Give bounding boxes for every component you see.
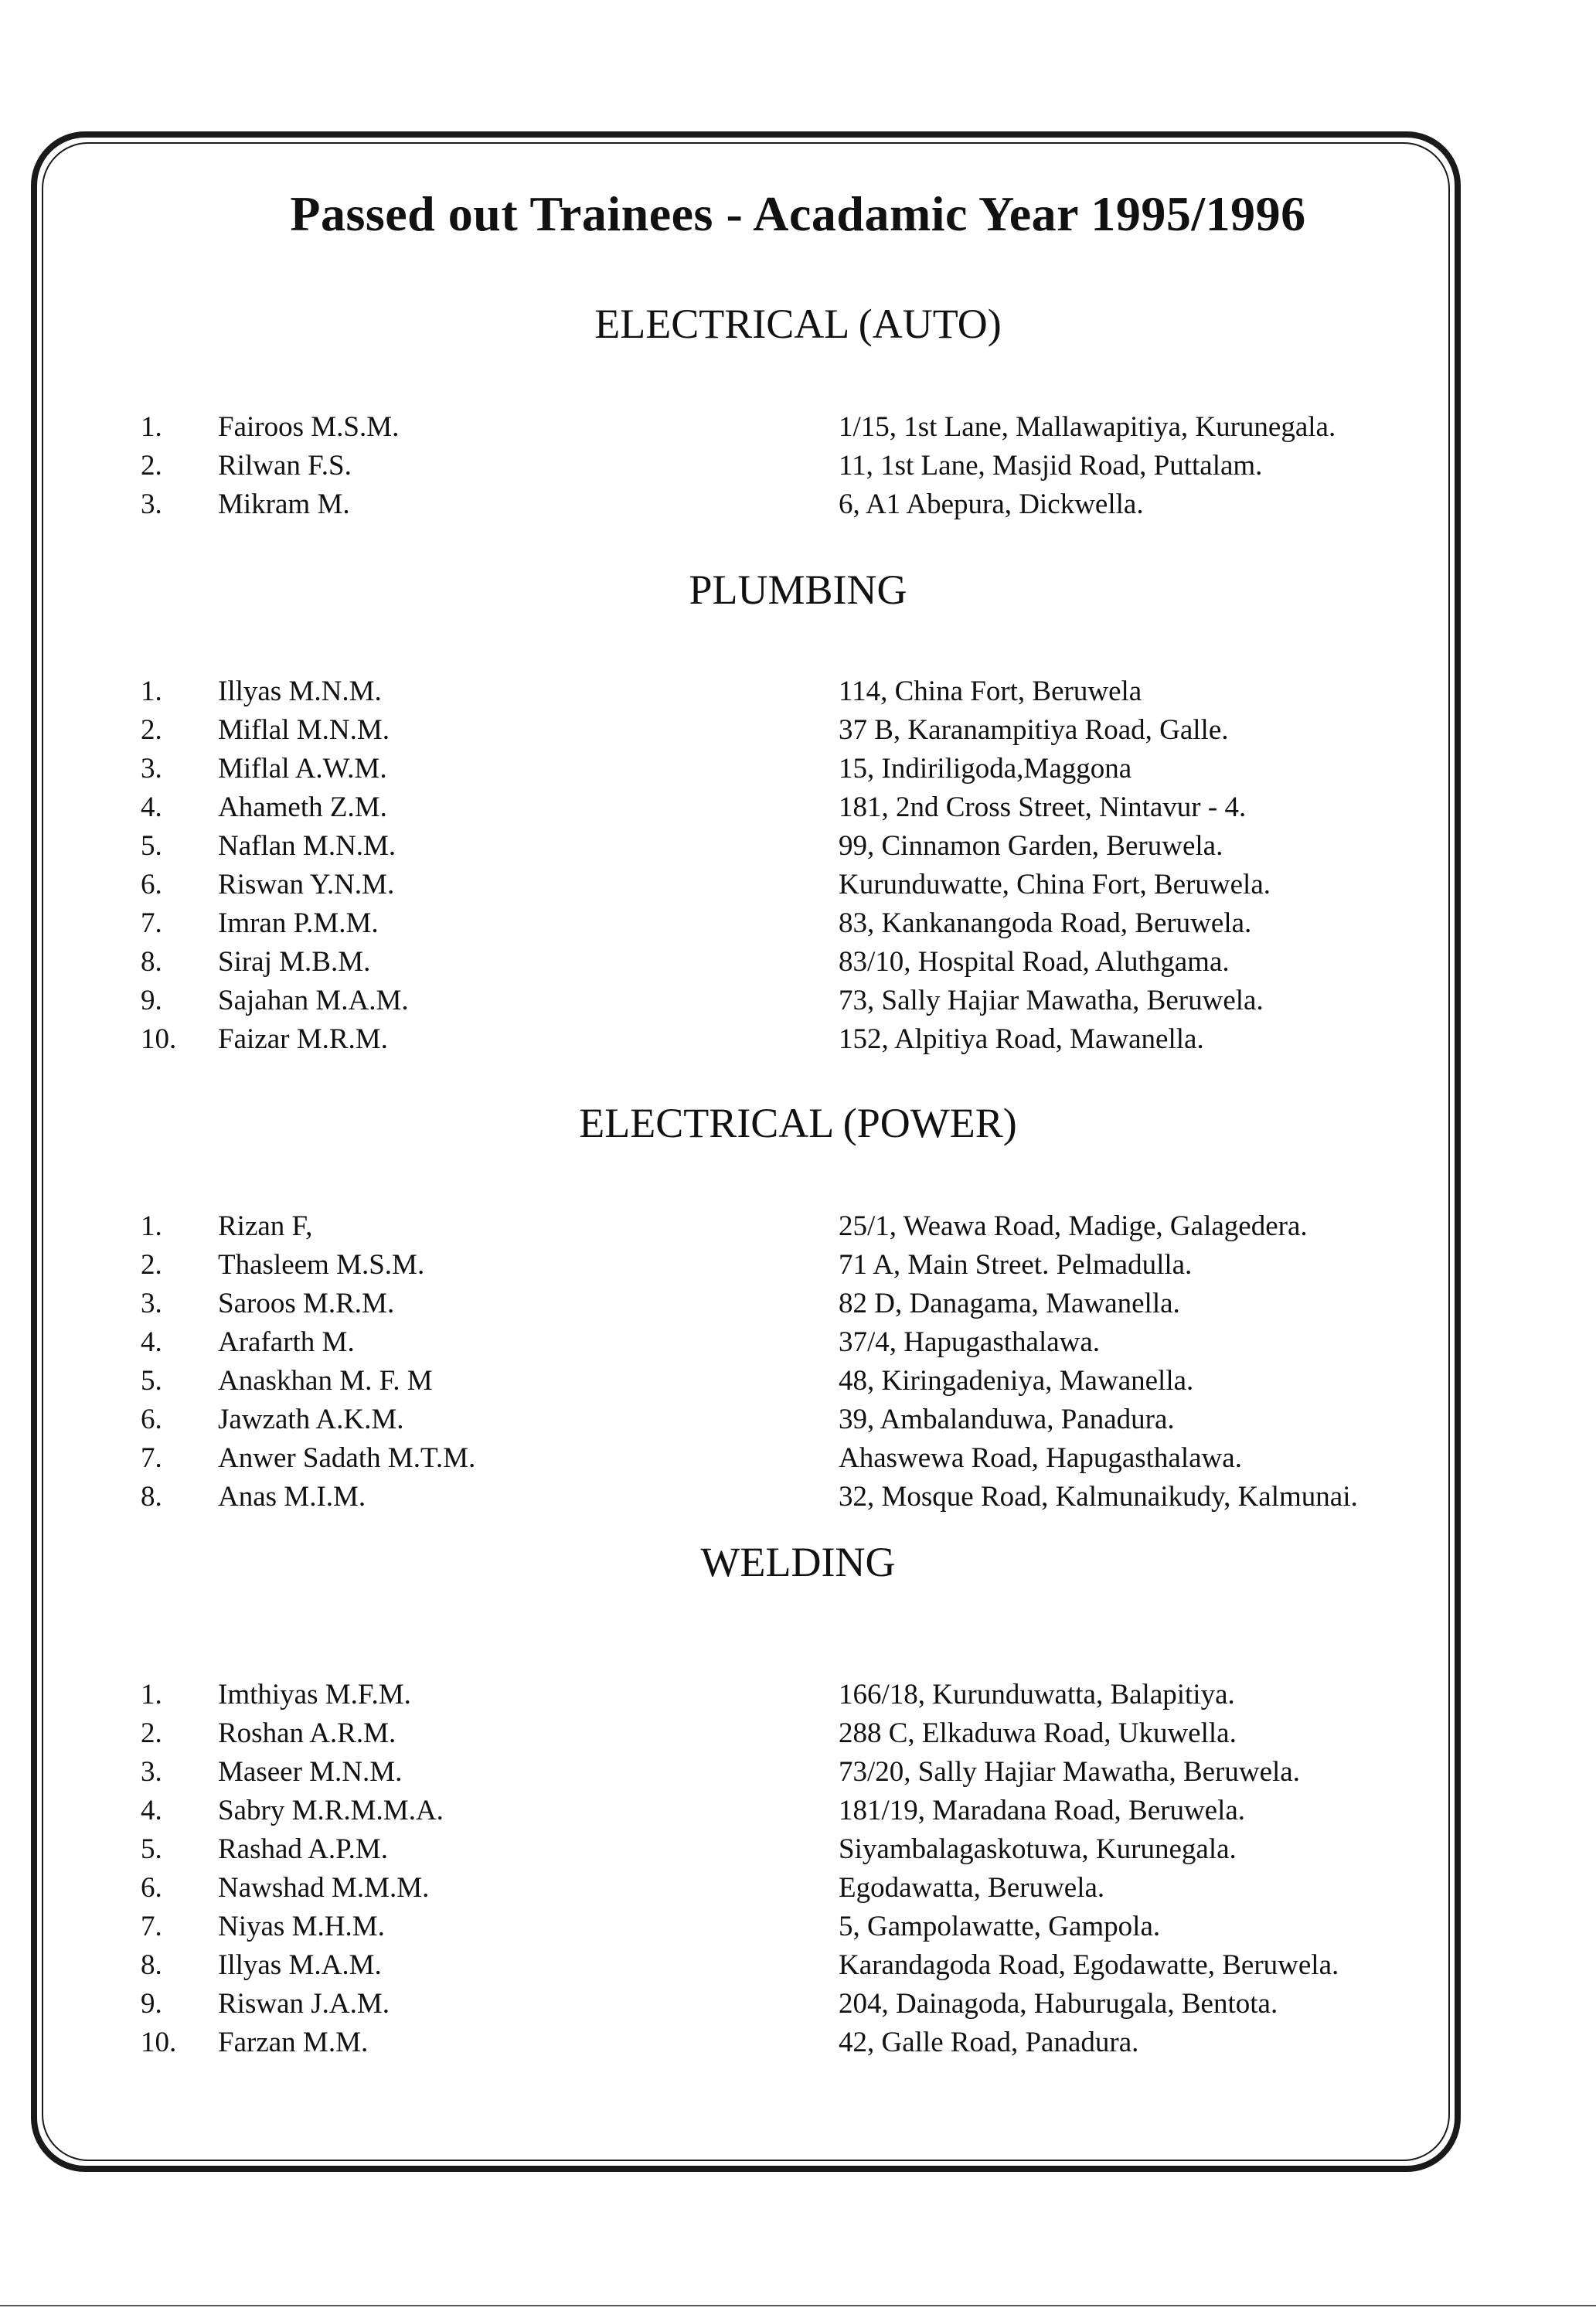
row-number: 6.: [141, 1872, 162, 1904]
trainee-row: [0, 447, 1596, 485]
row-number: 9.: [141, 1988, 162, 2020]
row-number: 3.: [141, 488, 162, 520]
trainee-row: [0, 1946, 1596, 1985]
row-number: 10.: [141, 1023, 177, 1055]
row-number: 1.: [141, 1679, 162, 1710]
trainee-address: 6, A1 Abepura, Dickwella.: [839, 488, 1144, 520]
section-title-text: ELECTRICAL (POWER): [579, 1100, 1017, 1146]
row-number: 7.: [141, 907, 162, 939]
section-title-electrical-power: [0, 1099, 1596, 1147]
trainee-row: [0, 1869, 1596, 1908]
trainee-row: [0, 1285, 1596, 1323]
trainee-row: [0, 1401, 1596, 1439]
trainee-row: [0, 982, 1596, 1020]
section-title-text: PLUMBING: [689, 567, 907, 613]
trainee-address: 73/20, Sally Hajiar Mawatha, Beruwela.: [839, 1756, 1300, 1788]
trainee-name: Ahameth Z.M.: [218, 791, 387, 823]
trainee-address: 181, 2nd Cross Street, Nintavur - 4.: [839, 791, 1247, 823]
trainee-address: 32, Mosque Road, Kalmunaikudy, Kalmunai.: [839, 1481, 1358, 1513]
section-title-text: WELDING: [700, 1539, 896, 1585]
row-number: 8.: [141, 1481, 162, 1513]
trainee-name: Faizar M.R.M.: [218, 1023, 388, 1055]
trainee-name: Mikram M.: [218, 488, 350, 520]
row-number: 3.: [141, 753, 162, 785]
trainee-name: Rashad A.P.M.: [218, 1833, 388, 1865]
trainee-list-electrical-power: [0, 1207, 1596, 1516]
trainee-name: Fairoos M.S.M.: [218, 411, 400, 443]
trainee-address: Kurunduwatte, China Fort, Beruwela.: [839, 869, 1271, 900]
trainee-row: [0, 2024, 1596, 2062]
trainee-row: [0, 1830, 1596, 1869]
trainee-row: [0, 750, 1596, 788]
trainee-row: [0, 672, 1596, 711]
trainee-address: 37 B, Karanampitiya Road, Galle.: [839, 714, 1229, 746]
trainee-address: Egodawatta, Beruwela.: [839, 1872, 1105, 1904]
trainee-row: [0, 1362, 1596, 1401]
trainee-name: Rilwan F.S.: [218, 450, 352, 482]
trainee-address: 83, Kankanangoda Road, Beruwela.: [839, 907, 1252, 939]
trainee-list-plumbing: [0, 672, 1596, 1059]
trainee-row: [0, 827, 1596, 866]
row-number: 1.: [141, 676, 162, 707]
trainee-row: [0, 904, 1596, 943]
row-number: 8.: [141, 946, 162, 978]
trainee-name: Anas M.I.M.: [218, 1481, 366, 1513]
trainee-address: 48, Kiringadeniya, Mawanella.: [839, 1365, 1194, 1397]
row-number: 2.: [141, 1717, 162, 1749]
trainee-address: 288 C, Elkaduwa Road, Ukuwella.: [839, 1717, 1237, 1749]
trainee-address: 83/10, Hospital Road, Aluthgama.: [839, 946, 1230, 978]
trainee-name: Nawshad M.M.M.: [218, 1872, 430, 1904]
trainee-address: 73, Sally Hajiar Mawatha, Beruwela.: [839, 985, 1264, 1016]
trainee-row: [0, 1246, 1596, 1285]
trainee-address: 152, Alpitiya Road, Mawanella.: [839, 1023, 1204, 1055]
trainee-row: [0, 1439, 1596, 1478]
row-number: 4.: [141, 1795, 162, 1826]
trainee-row: [0, 866, 1596, 904]
row-number: 5.: [141, 830, 162, 862]
row-number: 2.: [141, 450, 162, 482]
trainee-list-electrical-auto: [0, 408, 1596, 524]
trainee-address: 42, Galle Road, Panadura.: [839, 2027, 1139, 2058]
trainee-name: Naflan M.N.M.: [218, 830, 396, 862]
row-number: 8.: [141, 1949, 162, 1981]
trainee-row: [0, 1985, 1596, 2024]
trainee-name: Siraj M.B.M.: [218, 946, 371, 978]
trainee-name: Illyas M.N.M.: [218, 676, 382, 707]
trainee-name: Saroos M.R.M.: [218, 1288, 395, 1319]
row-number: 5.: [141, 1365, 162, 1397]
trainee-name: Miflal A.W.M.: [218, 753, 387, 785]
trainee-name: Jawzath A.K.M.: [218, 1404, 404, 1435]
trainee-address: 99, Cinnamon Garden, Beruwela.: [839, 830, 1223, 862]
trainee-row: [0, 1020, 1596, 1059]
trainee-name: Imthiyas M.F.M.: [218, 1679, 411, 1710]
row-number: 3.: [141, 1756, 162, 1788]
section-title-welding: [0, 1538, 1596, 1586]
trainee-address: Siyambalagaskotuwa, Kurunegala.: [839, 1833, 1237, 1865]
trainee-name: Riswan Y.N.M.: [218, 869, 395, 900]
trainee-address: Ahaswewa Road, Hapugasthalawa.: [839, 1442, 1242, 1474]
trainee-name: Thasleem M.S.M.: [218, 1249, 425, 1281]
trainee-name: Illyas M.A.M.: [218, 1949, 382, 1981]
trainee-address: 25/1, Weawa Road, Madige, Galagedera.: [839, 1210, 1308, 1242]
trainee-address: 1/15, 1st Lane, Mallawapitiya, Kurunegala.: [839, 411, 1336, 443]
trainee-name: Miflal M.N.M.: [218, 714, 390, 746]
row-number: 9.: [141, 985, 162, 1016]
trainee-name: Riswan J.A.M.: [218, 1988, 390, 2020]
page-title: Passed out Trainees - Acadamic Year 1995/1996: [290, 186, 1306, 241]
trainee-address: 204, Dainagoda, Haburugala, Bentota.: [839, 1988, 1278, 2020]
row-number: 10.: [141, 2027, 177, 2058]
row-number: 1.: [141, 1210, 162, 1242]
trainee-name: Maseer M.N.M.: [218, 1756, 403, 1788]
trainee-address: 82 D, Danagama, Mawanella.: [839, 1288, 1180, 1319]
trainee-row: [0, 485, 1596, 524]
trainee-address: 39, Ambalanduwa, Panadura.: [839, 1404, 1175, 1435]
trainee-name: Sajahan M.A.M.: [218, 985, 409, 1016]
trainee-row: [0, 1478, 1596, 1516]
trainee-name: Farzan M.M.: [218, 2027, 369, 2058]
row-number: 3.: [141, 1288, 162, 1319]
row-number: 1.: [141, 411, 162, 443]
row-number: 2.: [141, 1249, 162, 1281]
trainee-address: 71 A, Main Street. Pelmadulla.: [839, 1249, 1193, 1281]
trainee-address: 5, Gampolawatte, Gampola.: [839, 1911, 1161, 1942]
trainee-address: 114, China Fort, Beruwela: [839, 676, 1142, 707]
row-number: 5.: [141, 1833, 162, 1865]
trainee-row: [0, 1714, 1596, 1753]
trainee-row: [0, 1323, 1596, 1362]
row-number: 2.: [141, 714, 162, 746]
row-number: 6.: [141, 1404, 162, 1435]
trainee-name: Rizan F,: [218, 1210, 313, 1242]
trainee-row: [0, 408, 1596, 447]
trainee-address: 11, 1st Lane, Masjid Road, Puttalam.: [839, 450, 1263, 482]
trainee-list-welding: [0, 1676, 1596, 2062]
trainee-address: Karandagoda Road, Egodawatte, Beruwela.: [839, 1949, 1339, 1981]
row-number: 6.: [141, 869, 162, 900]
trainee-row: [0, 1753, 1596, 1792]
trainee-row: [0, 943, 1596, 982]
section-title-text: ELECTRICAL (AUTO): [594, 301, 1002, 347]
trainee-row: [0, 1676, 1596, 1714]
trainee-address: 37/4, Hapugasthalawa.: [839, 1326, 1101, 1358]
row-number: 4.: [141, 1326, 162, 1358]
row-number: 7.: [141, 1911, 162, 1942]
trainee-row: [0, 1908, 1596, 1946]
trainee-address: 166/18, Kurunduwatta, Balapitiya.: [839, 1679, 1235, 1710]
trainee-name: Arafarth M.: [218, 1326, 355, 1358]
trainee-row: [0, 711, 1596, 750]
trainee-address: 181/19, Maradana Road, Beruwela.: [839, 1795, 1246, 1826]
scan-edge-line: [0, 2305, 1596, 2306]
trainee-address: 15, Indiriligoda,Maggona: [839, 753, 1132, 785]
trainee-row: [0, 1792, 1596, 1830]
trainee-name: Imran P.M.M.: [218, 907, 379, 939]
trainee-name: Niyas M.H.M.: [218, 1911, 385, 1942]
trainee-name: Sabry M.R.M.M.A.: [218, 1795, 444, 1826]
trainee-row: [0, 1207, 1596, 1246]
section-title-plumbing: [0, 566, 1596, 614]
row-number: 7.: [141, 1442, 162, 1474]
trainee-row: [0, 788, 1596, 827]
trainee-name: Anwer Sadath M.T.M.: [218, 1442, 476, 1474]
row-number: 4.: [141, 791, 162, 823]
section-title-electrical-auto: [0, 300, 1596, 348]
trainee-name: Anaskhan M. F. M: [218, 1365, 433, 1397]
trainee-name: Roshan A.R.M.: [218, 1717, 396, 1749]
